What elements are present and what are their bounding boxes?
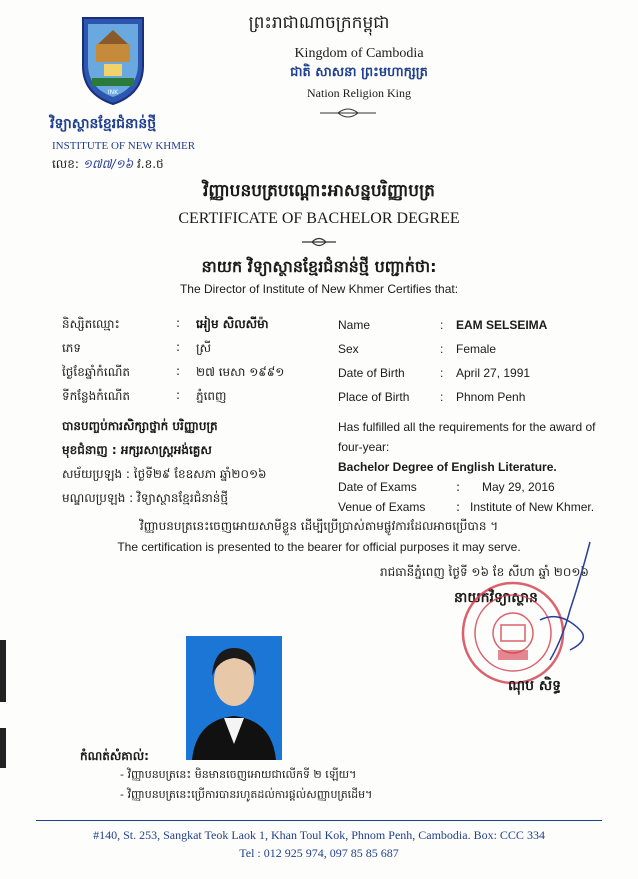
statement-kh: វិញ្ញាបនបត្រនេះចេញអោយសាមីខ្លួន ដើម្បីប្រើប្រាស់តាមផ្លូវការដែលអាចប្រើបាន ។ (139, 519, 499, 533)
notes-title: កំណត់សំគាល់: (80, 749, 149, 763)
kh-field-value: ភ្នំពេញ (196, 389, 227, 403)
footer-telephone: Tel : 012 925 974, 097 85 85 687 (239, 846, 399, 860)
kingdom-title-kh: ព្រះរាជាណាចក្រកម្ពុជា (248, 13, 390, 33)
reference-label: លេខ: (52, 157, 79, 171)
statement-en: The certification is presented to the bearer for official purposes it may serve. (117, 540, 521, 554)
degree-name: Bachelor Degree of English Literature. (338, 460, 557, 474)
kh-field-label: ភេទ (62, 341, 82, 355)
kh-field-label: ថ្ងៃខែឆ្នាំកំណើត (62, 365, 130, 379)
colon: : (176, 364, 181, 378)
institute-name-kh: វិទ្យាស្ថានខ្មែរជំនាន់ថ្មី (50, 116, 157, 132)
scan-edge-mark (0, 640, 6, 702)
title-ornament (300, 234, 338, 248)
certificate-title-kh: វិញ្ញាបនបត្របណ្ដោះអាសន្នបរិញ្ញាបត្រ (203, 181, 435, 201)
en-field-label: Date of Birth (338, 366, 405, 380)
en-field-label: Name (338, 318, 371, 332)
footer-divider (36, 820, 602, 821)
kh-field-value: អៀម សិលសីម៉ា (196, 317, 269, 331)
colon: : (440, 318, 444, 332)
kh-field-label: ទីកន្លែងកំណើត (62, 389, 130, 403)
ornament-divider (318, 104, 378, 116)
colon: : (176, 340, 181, 354)
en-field-value: EAM SELSEIMA (456, 318, 548, 332)
en-field-value: April 27, 1991 (456, 366, 531, 380)
director-statement-en: The Director of Institute of New Khmer Certifies that: (179, 282, 459, 296)
kh-field-label: និស្សិតឈ្មោះ (62, 317, 120, 331)
en-field-value: Female (456, 342, 497, 356)
footer-address: #140, St. 253, Sangkat Teok Laok 1, Khan Toul Kok, Phnom Penh, Cambodia. Box: CCC 334 (93, 828, 545, 842)
signatory-name-kh: ណុប សិទ្ធ (508, 678, 562, 694)
exam-date-value: May 29, 2016 (482, 480, 555, 494)
colon: : (456, 480, 461, 494)
reference-suffix: វ.ខ.ថ (136, 157, 164, 171)
exam-date-label: Date of Exams (338, 480, 417, 494)
colon: : (176, 388, 181, 402)
colon: : (440, 366, 444, 380)
signature-date-kh: រាជធានីភ្នំពេញ ថ្ងៃទី ១៦ ខែ សីហា ឆ្នាំ ២០១៦ (380, 565, 589, 579)
kh-award-exam-date: សម័យប្រឡង : ថ្ងៃទី២៩ ខែឧសភា ឆ្នាំ២០១៦ (62, 467, 267, 481)
signature-title-kh: នាយកវិទ្យាស្ថាន (454, 590, 538, 606)
handwritten-signature (520, 540, 610, 680)
en-award-line: Has fulfilled all the requirements for the award of (338, 420, 596, 434)
venue-value: Institute of New Khmer. (470, 500, 595, 514)
certificate-title-en: CERTIFICATE OF BACHELOR DEGREE (178, 210, 460, 227)
scan-edge-mark (0, 728, 6, 768)
en-field-label: Sex (338, 342, 359, 356)
motto-en: Nation Religion King (307, 86, 411, 100)
svg-text:INK: INK (107, 89, 119, 96)
note-line: - វិញ្ញាបនបត្រនេះ មិនមានចេញអោយជាលើកទី ២ ឡើយ។ (120, 768, 357, 781)
colon: : (176, 316, 181, 330)
reference-number (52, 156, 164, 174)
en-field-value: Phnom Penh (456, 390, 526, 404)
note-line: - វិញ្ញាបនបត្រនេះប្រើការបានរហូតដល់ការផ្ដល់សញ្ញាបត្រដើម។ (120, 788, 373, 801)
colon: : (456, 500, 461, 514)
colon: : (440, 390, 444, 404)
student-photo (186, 636, 282, 760)
kh-award-level: បានបញ្ចប់ការសិក្សាថ្នាក់ បរិញ្ញាបត្រ (62, 419, 218, 433)
en-field-label: Place of Birth (338, 390, 410, 404)
kh-award-venue: មណ្ឌលប្រឡង : វិទ្យាស្ថានខ្មែរជំនាន់ថ្មី (62, 491, 229, 505)
institute-name-en: INSTITUTE OF NEW KHMER (52, 140, 196, 152)
kingdom-title-en: Kingdom of Cambodia (294, 46, 424, 61)
reference-value: ១៧៧/១៦ (82, 157, 134, 171)
kh-award-major: មុខជំនាញ : អក្សរសាស្ត្រអង់គ្លេស (62, 443, 212, 457)
kh-field-value: ២៧ មេសា ១៩៩១ (196, 365, 285, 379)
colon: : (440, 342, 444, 356)
venue-label: Venue of Exams (338, 500, 426, 514)
motto-kh: ជាតិ សាសនា ព្រះមហាក្សត្រ (290, 65, 428, 80)
director-statement-kh: នាយក វិទ្យាស្ថានខ្មែរជំនាន់ថ្មី បញ្ជាក់ថា: (201, 257, 437, 276)
kh-field-value: ស្រី (196, 341, 211, 355)
en-award-line: four-year: (338, 440, 390, 454)
